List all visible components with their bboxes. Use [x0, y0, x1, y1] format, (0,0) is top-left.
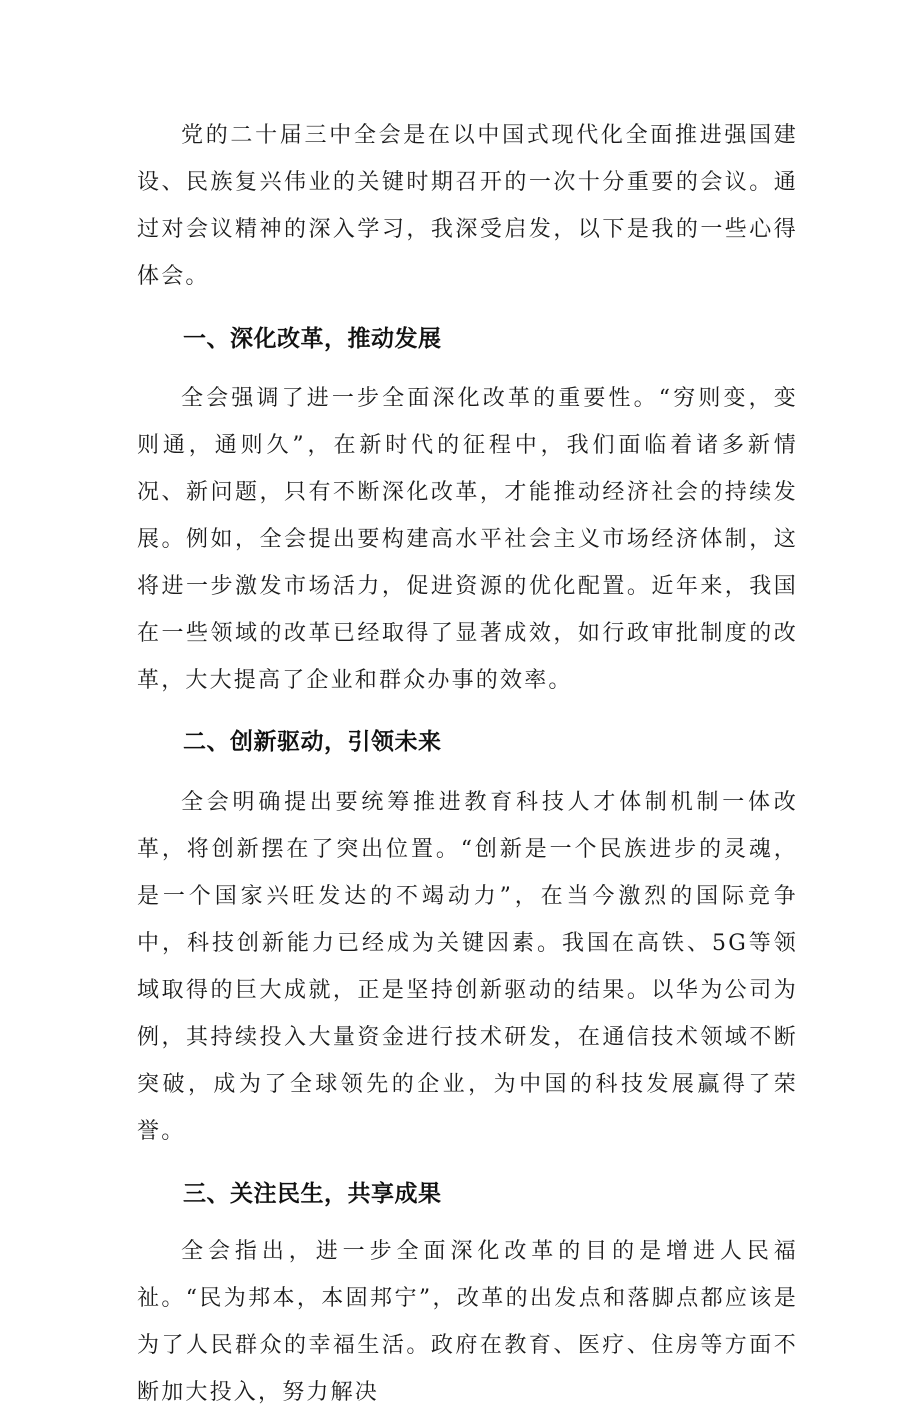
intro-paragraph: 党的二十届三中全会是在以中国式现代化全面推进强国建设、民族复兴伟业的关键时期召开的一次十分重要的会议。通过对会议精神的深入学习，我深受启发，以下是我的一些心得体会。	[137, 123, 798, 289]
section-heading-3: 三、关注民生，共享成果	[183, 1181, 442, 1207]
section-heading-2: 二、创新驱动，引领未来	[183, 729, 442, 755]
section-body-2: 全会明确提出要统筹推进教育科技人才体制机制一体改革，将创新摆在了突出位置。“创新是一个民族进步的灵魂，是一个国家兴旺发达的不竭动力”，在当今激烈的国际竞争中，科技创新能力已经成为关键因素。我国在高铁、5G等领域取得的巨大成就，正是坚持创新驱动的结果。以华为公司为例，其持续投入大量资金进行技术研发，在通信技术领域不断突破，成为了全球领先的企业，为中国的科技发展赢得了荣誉。	[137, 790, 798, 1144]
section-body-3: 全会指出，进一步全面深化改革的目的是增进人民福祉。“民为邦本，本固邦宁”，改革的出发点和落脚点都应该是为了人民群众的幸福生活。政府在教育、医疗、住房等方面不断加大投入，努力解决	[137, 1239, 798, 1405]
section-heading-1: 一、深化改革，推动发展	[183, 326, 442, 352]
section-body-1: 全会强调了进一步全面深化改革的重要性。“穷则变，变则通，通则久”，在新时代的征程中，我们面临着诸多新情况、新问题，只有不断深化改革，才能推动经济社会的持续发展。例如，全会提出要构建高水平社会主义市场经济体制，这将进一步激发市场活力，促进资源的优化配置。近年来，我国在一些领域的改革已经取得了显著成效，如行政审批制度的改革，大大提高了企业和群众办事的效率。	[137, 386, 798, 693]
